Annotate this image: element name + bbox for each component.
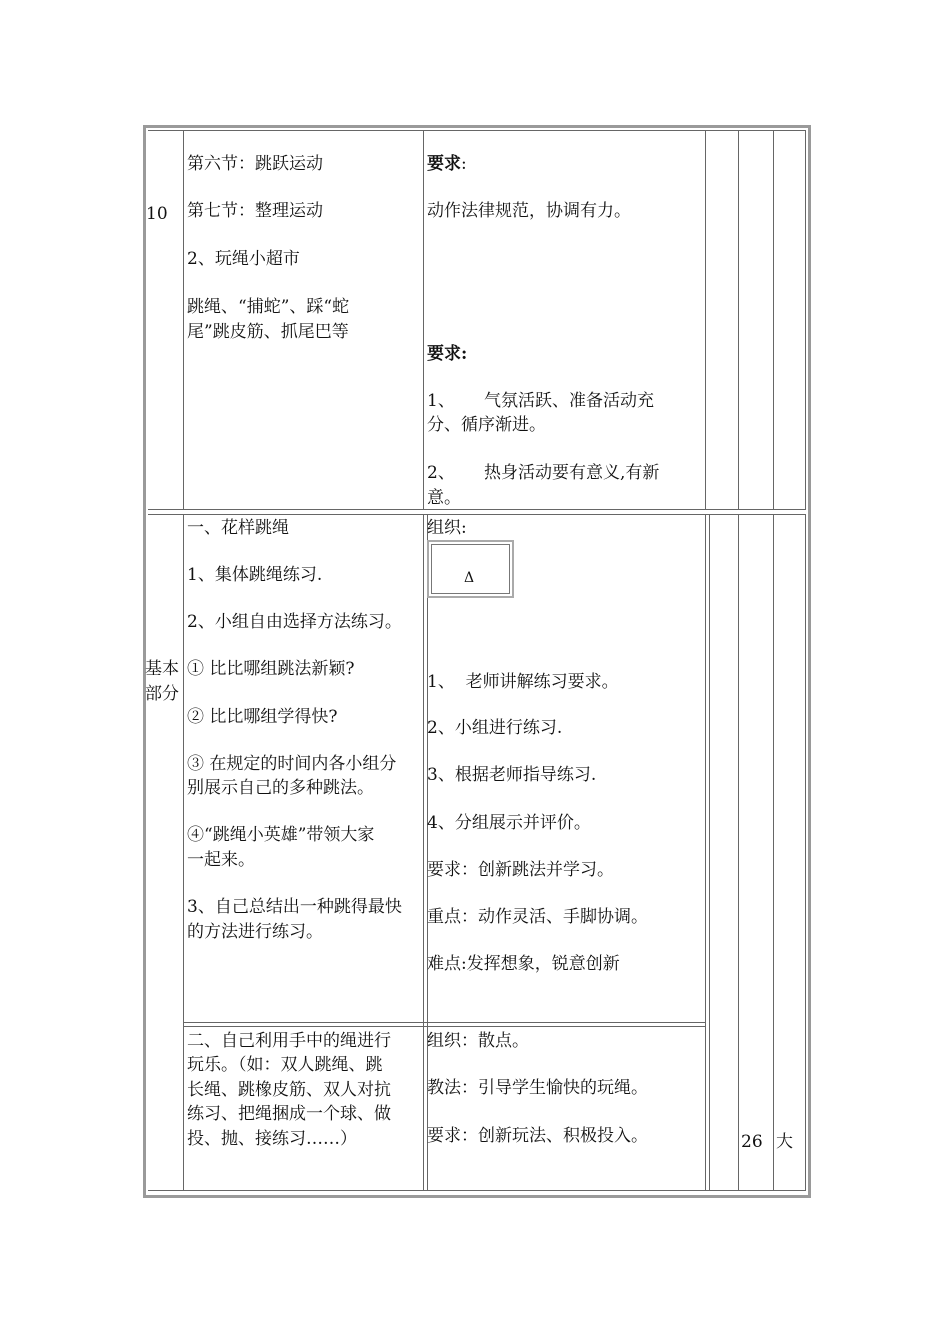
count-cell: 26: [741, 1132, 763, 1152]
cell-divider: [705, 130, 706, 510]
method-line: 难点:发挥想象，锐意创新: [427, 954, 620, 974]
content-line: 二、自己利用手中的绳进行: [187, 1031, 391, 1051]
table-right-border: [808, 125, 811, 1198]
method-line: 3、根据老师指导练习.: [427, 765, 597, 785]
cell-divider: [773, 130, 774, 510]
row-divider: [183, 1026, 706, 1027]
content-line: 尾”跳皮筋、抓尾巴等: [187, 322, 349, 342]
row-divider: [148, 130, 806, 131]
content-line: 的方法进行练习。: [187, 922, 323, 942]
requirement-text: 动作法律规范，协调有力。: [427, 201, 631, 221]
content-line: ③ 在规定的时间内各小组分: [187, 754, 397, 774]
requirement-heading: 要求:: [427, 344, 468, 364]
row-divider: [148, 1190, 806, 1191]
row-divider: [183, 1022, 706, 1023]
cell-divider: [773, 514, 774, 1191]
intensity-cell: 大: [776, 1132, 793, 1152]
content-line: 练习、把绳捆成一个球、做: [187, 1104, 391, 1124]
method-line: 1、 老师讲解练习要求。: [427, 672, 619, 692]
cell-divider: [705, 514, 706, 1191]
table-top-border: [143, 125, 811, 128]
content-line: ④“跳绳小英雄”带领大家: [187, 825, 375, 845]
content-line: 1、集体跳绳练习.: [187, 565, 323, 585]
content-line: 2、玩绳小超市: [187, 249, 300, 269]
section-label: 基本: [145, 659, 179, 679]
content-title: 一、花样跳绳: [187, 518, 289, 538]
content-line: ② 比比哪组学得快?: [187, 707, 338, 727]
content-line: ① 比比哪组跳法新颖?: [187, 659, 355, 679]
content-line: 第六节：跳跃运动: [187, 154, 323, 174]
content-line: 一起来。: [187, 850, 255, 870]
row-divider: [148, 509, 806, 510]
cell-divider: [183, 130, 184, 510]
content-line: 跳绳、“捕蛇”、踩“蛇: [187, 297, 350, 317]
requirement-item: 热身活动要有意义,有新: [484, 463, 660, 483]
method-line: 重点：动作灵活、手脚协调。: [427, 907, 648, 927]
content-line: 玩乐。（如：双人跳绳、跳: [187, 1055, 383, 1075]
requirement-item: 气氛活跃、准备活动充: [484, 391, 654, 411]
cell-divider: [423, 130, 424, 510]
requirement-item-number: 1、: [427, 391, 455, 411]
content-line: 长绳、跳橡皮筋、双人对抗: [187, 1080, 391, 1100]
requirement-heading: 要求:: [427, 154, 467, 174]
method-line: 教法：引导学生愉快的玩绳。: [427, 1078, 648, 1098]
time-cell-row1: 10: [146, 204, 168, 224]
method-line: 组织：散点。: [427, 1031, 529, 1051]
formation-diagram: [427, 540, 514, 598]
cell-divider: [738, 130, 739, 510]
cell-divider: [805, 130, 806, 510]
content-line: 第七节：整理运动: [187, 201, 323, 221]
organization-label: 组织:: [427, 518, 467, 538]
teacher-symbol: Δ: [464, 570, 475, 586]
requirement-item: 分、循序渐进。: [427, 415, 546, 435]
cell-divider: [709, 514, 710, 1191]
content-line: 投、抛、接练习……）: [187, 1129, 357, 1149]
method-line: 4、分组展示并评价。: [427, 813, 591, 833]
method-line: 2、小组进行练习.: [427, 718, 563, 738]
cell-divider: [423, 514, 424, 1191]
cell-divider: [805, 514, 806, 1191]
row-divider: [148, 514, 806, 515]
section-label: 部分: [145, 684, 179, 704]
method-line: 要求：创新跳法并学习。: [427, 860, 614, 880]
content-line: 别展示自己的多种跳法。: [187, 778, 374, 798]
cell-divider: [183, 514, 184, 1191]
table-bottom-border: [143, 1195, 811, 1198]
method-line: 要求：创新玩法、积极投入。: [427, 1126, 648, 1146]
content-line: 3、自己总结出一种跳得最快: [187, 897, 402, 917]
requirement-item: 意。: [427, 488, 461, 508]
requirement-item-number: 2、: [427, 463, 455, 483]
cell-divider: [738, 514, 739, 1191]
content-line: 2、小组自由选择方法练习。: [187, 612, 402, 632]
